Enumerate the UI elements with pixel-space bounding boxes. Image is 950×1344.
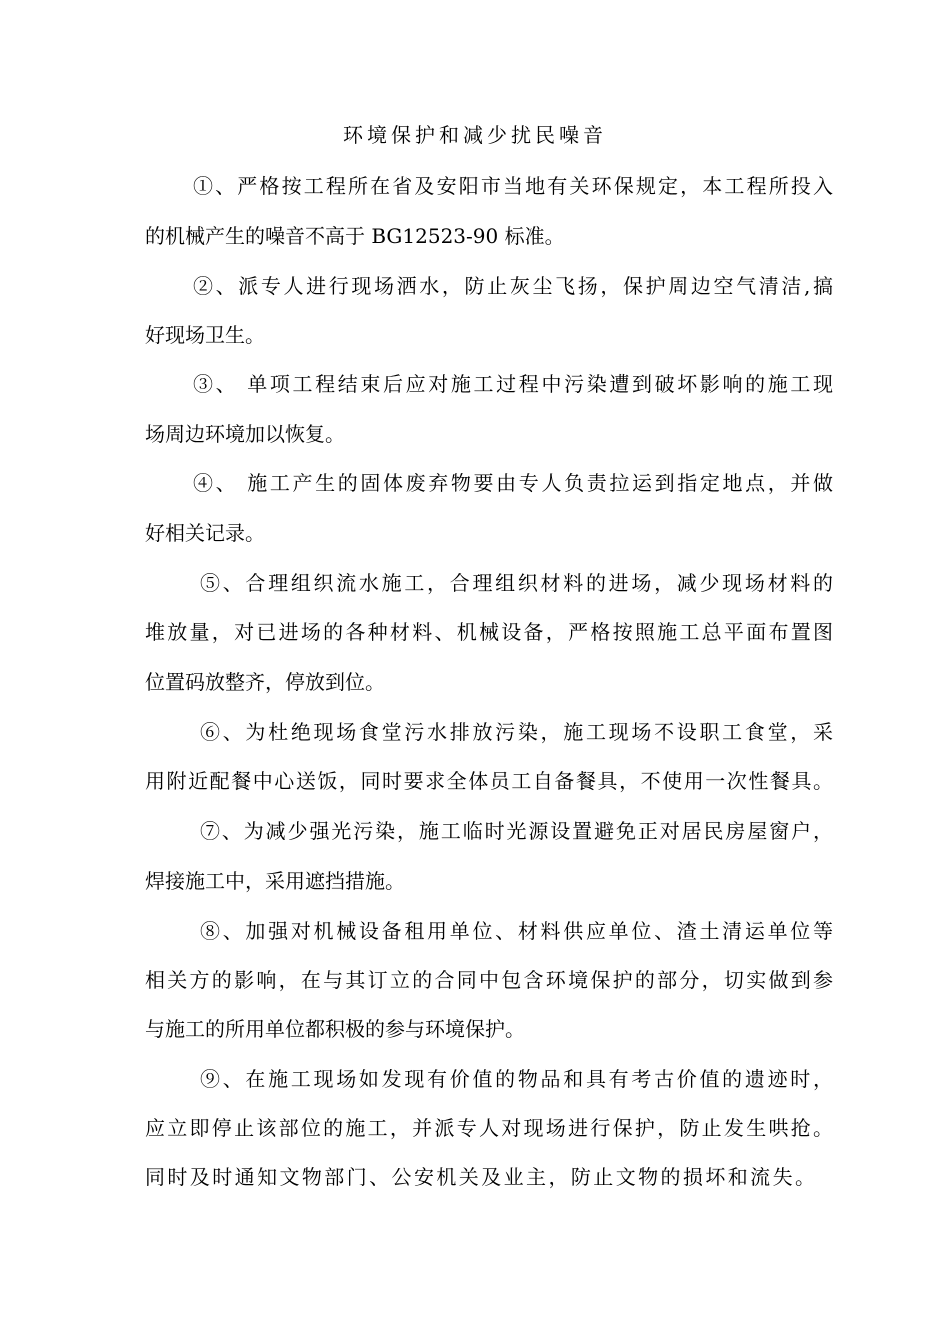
paragraph-9-line-3: 同时及时通知文物部门、公安机关及业主，防止文物的损坏和流失。 — [145, 1165, 815, 1189]
paragraph-3-line-1: ③、 单项工程结束后应对施工过程中污染遭到破坏影响的施工现 — [193, 372, 833, 396]
paragraph-5-line-2: 堆放量，对已进场的各种材料、机械设备，严格按照施工总平面布置图 — [145, 620, 833, 644]
paragraph-2-line-1: ②、派专人进行现场洒水，防止灰尘飞扬，保护周边空气清洁,搞 — [193, 274, 833, 298]
paragraph-3-line-2: 场周边环境加以恢复。 — [145, 422, 345, 446]
paragraph-1-line-1: ①、严格按工程所在省及安阳市当地有关环保规定，本工程所投入 — [193, 174, 833, 198]
paragraph-6-line-2: 用附近配餐中心送饭，同时要求全体员工自备餐具，不使用一次性餐具。 — [145, 769, 833, 793]
paragraph-9-line-2: 应立即停止该部位的施工，并派专人对现场进行保护，防止发生哄抢。 — [145, 1116, 833, 1140]
paragraph-7-line-2: 焊接施工中，采用遮挡措施。 — [145, 869, 405, 893]
paragraph-2-line-2: 好现场卫生。 — [145, 323, 265, 347]
paragraph-8-line-2: 相关方的影响，在与其订立的合同中包含环境保护的部分，切实做到参 — [145, 968, 833, 992]
paragraph-8-line-1: ⑧、加强对机械设备租用单位、材料供应单位、渣土清运单位等 — [200, 919, 833, 943]
paragraph-9-line-1: ⑨、在施工现场如发现有价值的物品和具有考古价值的遗迹时， — [200, 1067, 833, 1091]
paragraph-6-line-1: ⑥、为杜绝现场食堂污水排放污染，施工现场不设职工食堂，采 — [200, 720, 833, 744]
paragraph-5-line-1: ⑤、合理组织流水施工，合理组织材料的进场，减少现场材料的 — [200, 571, 833, 595]
paragraph-8-line-3: 与施工的所用单位都积极的参与环境保护。 — [145, 1017, 525, 1041]
page-title: 环境保护和减少扰民噪音 — [343, 123, 607, 147]
paragraph-7-line-1: ⑦、为减少强光污染，施工临时光源设置避免正对居民房屋窗户， — [200, 819, 833, 843]
paragraph-5-line-3: 位置码放整齐，停放到位。 — [145, 670, 385, 694]
paragraph-4-line-2: 好相关记录。 — [145, 521, 265, 545]
paragraph-1-line-2: 的机械产生的噪音不高于 BG12523-90 标准。 — [145, 224, 565, 248]
paragraph-4-line-1: ④、 施工产生的固体废弃物要由专人负责拉运到指定地点，并做 — [193, 471, 833, 495]
